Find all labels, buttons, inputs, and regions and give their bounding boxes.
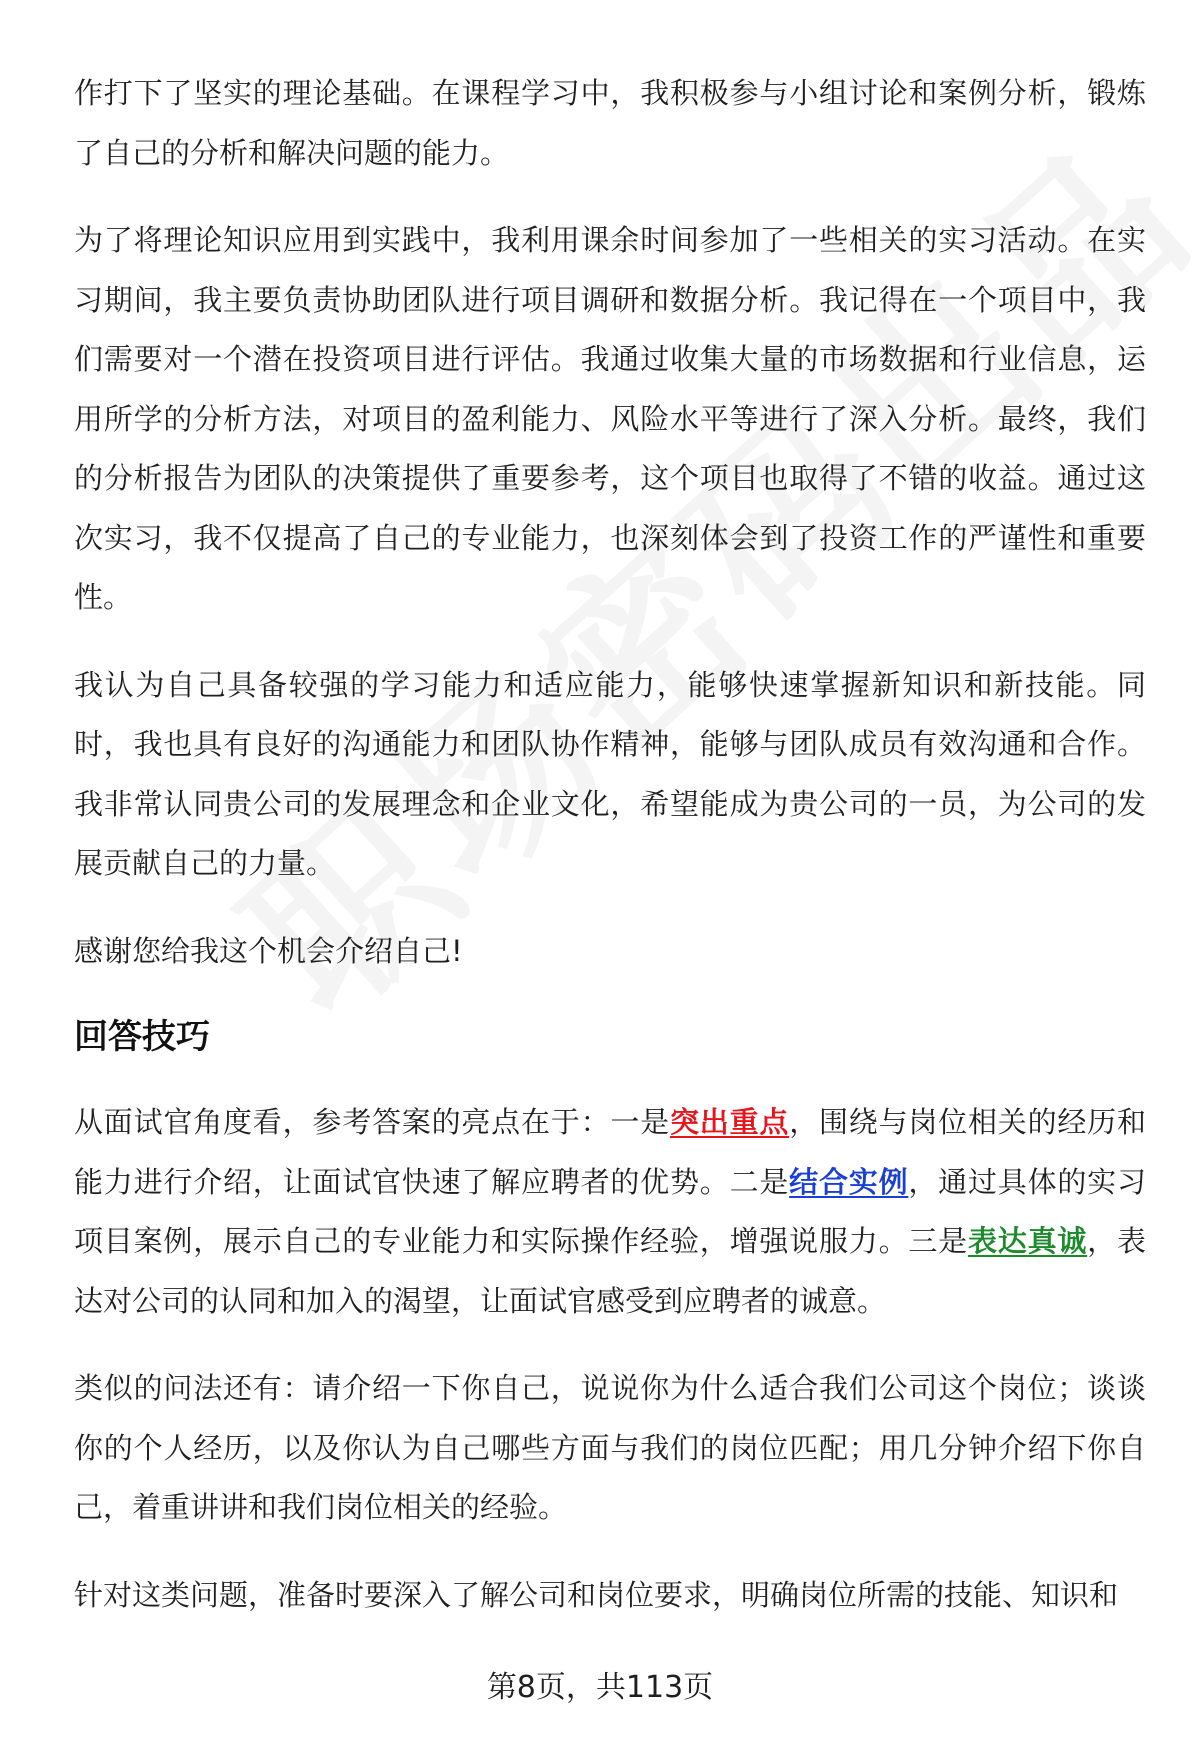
tips-text-3: ，通过具体的实习项目案例，展示自己的专业能力和实际操作经验，增强说服力。三是: [74, 1164, 1146, 1258]
tips-text-2: ，围绕与岗位相关的经历和能力进行介绍，让面试官快速了解应聘者的优势。二是: [74, 1105, 1146, 1199]
highlight-example: 结合实例: [789, 1164, 909, 1199]
paragraph-internship: 为了将理论知识应用到实践中，我利用课余时间参加了一些相关的实习活动。在实习期间，我主要负责协助团队进行项目调研和数据分析。我记得在一个项目中，我们需要对一个潜在投资项目进行评估。我通过收集大量的市场数据和行业信息，运用所学的分析方法，对项目的盈利能力、风险水平等进行了深入分析。最终，我们的分析报告为团队的决策提供了重要参考，这个项目也取得了不错的收益。通过这次实习，我不仅提高了自己的专业能力，也深刻体会到了投资工作的严谨性和重要性。: [74, 223, 1146, 614]
highlight-key-point: 突出重点: [669, 1105, 790, 1139]
paragraph-tips: [74, 1093, 1146, 1331]
paragraph-thanks: 感谢您给我这个机会介绍自己!: [74, 933, 463, 968]
paragraph-education: 作打下了坚实的理论基础。在课程学习中，我积极参与小组讨论和案例分析，锻炼了自己的分析和解决问题的能力。: [74, 76, 1146, 170]
paragraph-abilities: 我认为自己具备较强的学习能力和适应能力，能够快速掌握新知识和新技能。同时，我也具有良好的沟通能力和团队协作精神，能够与团队成员有效沟通和合作。我非常认同贵公司的发展理念和企业文化，希望能成为贵公司的一员，为公司的发展贡献自己的力量。: [74, 667, 1146, 880]
paragraph-similar-questions: 类似的问法还有：请介绍一下你自己，说说你为什么适合我们公司这个岗位；谈谈你的个人经历，以及你认为自己哪些方面与我们的岗位匹配；用几分钟介绍下你自己，着重讲讲和我们岗位相关的经验。: [74, 1371, 1146, 1524]
paragraph-advice: 针对这类问题，准备时要深入了解公司和岗位要求，明确岗位所需的技能、知识和: [74, 1577, 1119, 1612]
section-heading: 回答技巧: [74, 1017, 210, 1057]
document-body: [74, 64, 1146, 1653]
highlight-sincerity: 表达真诚: [967, 1224, 1088, 1258]
tips-text-1: 从面试官角度看，参考答案的亮点在于：一是: [74, 1105, 670, 1139]
page-number: 第8页，共113页: [486, 1670, 714, 1705]
tips-text-4: ，表达对公司的认同和加入的渴望，让面试官感受到应聘者的诚意。: [74, 1224, 1146, 1318]
